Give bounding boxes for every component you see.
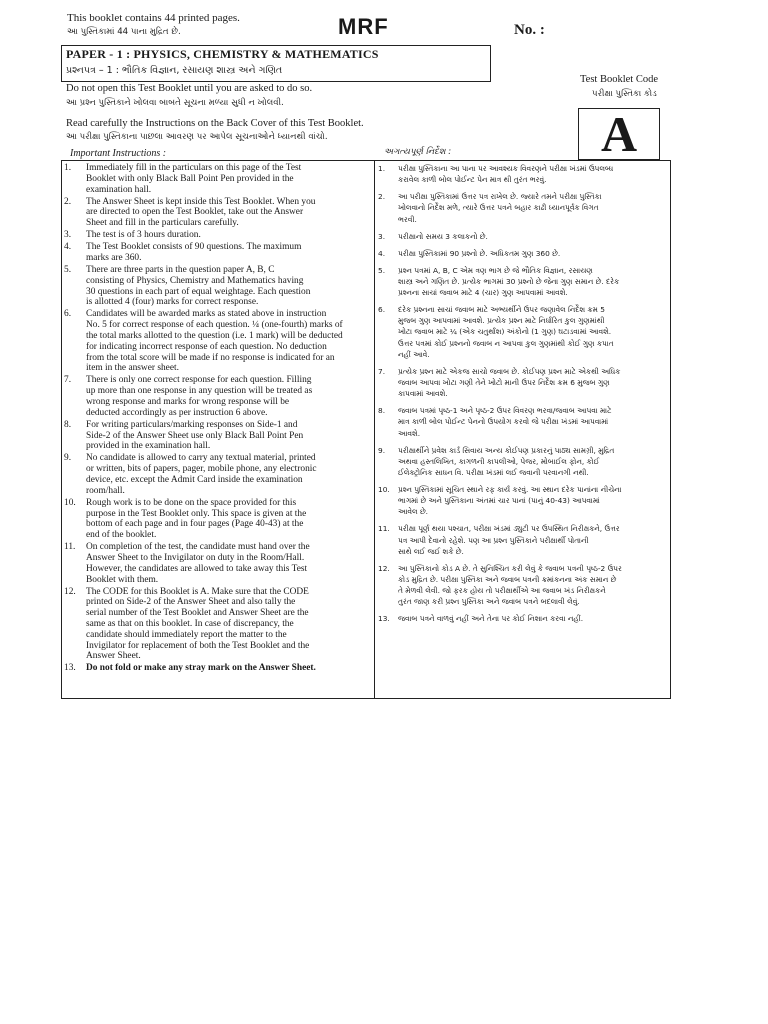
instruction-line: or written, bits of papers, pager, mobile phone, any electronic [86,464,317,475]
instruction-line: પરીક્ષાનો સમય 3 કલાકનો છે. [398,231,488,241]
instruction-number: 1. [378,164,386,173]
important-instructions-gu: અગત્યપૂર્ણ નિર્દેશ : [384,147,452,157]
instruction-line: serial number of the Test Booklet and Answer Sheet are the [86,608,309,619]
instruction-line: ખોલવાનો નિર્દેશ મળે, ત્યારે ઉત્તર પત્રને બહાર કાઢી ધ્યાનપૂર્વક વિગત [398,203,599,213]
instruction-number: 12. [64,586,76,597]
instruction-line: શાસ્ત્ર અને ગણિત છે. પ્રત્યેક ભાગમાં 30 પ્રશ્નો છે જેના ગુણ સમાન છે. દરેક [398,276,620,286]
instruction-line: the total marks allotted to the question (i.e. 1 mark) will be deducted [86,330,343,341]
paper-title-gu: પ્રશ્નપત્ર – 1 : ભૌતિક વિજ્ઞાન, રસાયણ શાસ્ત્ર અને ગણિત [66,65,283,76]
instruction-line: consisting of Physics, Chemistry and Mathematics having [86,275,304,286]
instruction-line: provided in the examination hall. [86,441,211,452]
instruction-line: The test is of 3 hours duration. [86,230,201,241]
instruction-number: 7. [64,375,72,386]
instruction-line: There is only one correct response for each question. Filling [86,375,312,386]
paper-title-box [61,45,491,82]
instruction-line: Booklet with them. [86,574,159,585]
instruction-line: Candidates will be awarded marks as stated above in instruction [86,309,327,320]
instruction-line: from the total score will be made if no response is indicated for an [86,352,335,363]
paper-title-en: PAPER - 1 : PHYSICS, CHEMISTRY & MATHEMATICS [66,47,379,61]
instruction-line: No. 5 for correct response of each question. ¼ (one-fourth) marks of [86,320,343,331]
instruction-number: 10. [64,497,76,508]
instruction-line: કોડ મુદ્રિત છે. પરીક્ષા પુસ્તિકા અને જવાબ પત્રની ક્રમાંકનના અંક સમાન છે [398,574,617,584]
instruction-number: 7. [378,366,386,376]
instruction-number: 1. [64,163,72,173]
instruction-number: 2. [378,192,386,202]
instruction-line: Immediately fill in the particulars on this page of the Test [86,163,302,173]
instruction-line: પ્રશ્ન પુસ્તિકામાં સૂચિત સ્થાને રફ કાર્ય કરવું. આ સ્થાન દરેક પાનાંના નીચેના [398,485,622,494]
instruction-line: Answer Sheet to the Invigilator on duty in the Room/Hall. [86,552,305,563]
instruction-line: નહીં આવે. [398,349,430,359]
instruction-line: પત્ર આપી દેવાનો રહેશે. પણ આ પ્રશ્ન પુસ્તિકાને પરીક્ષાર્થી પોતાની [398,535,589,545]
instruction-number: 12. [378,563,390,573]
instruction-line: For writing particulars/marking responses on Side-1 and [86,419,298,430]
instruction-line: wrong response and marks for wrong response will be [86,396,290,407]
instruction-line: કરાવેલ કાળી બોલ પોઈન્ટ પેન માત્ર થી તુરંત ભરવું. [398,175,547,185]
instruction-line: આવેલ છે. [398,507,429,517]
instruction-line: માત્ર કાળી બોલ પોઈન્ટ પેનનો ઉપયોગ કરવો જે પરીક્ષા ખંડમાં આપવામાં [398,417,609,427]
instruction-line: On completion of the test, the candidate must hand over the [86,542,310,553]
instruction-line: પરીક્ષા પુસ્તિકાના આ પાના પર આવશ્યક વિવરણને પરીક્ષા ખંડમાં ઉપલબ્ધ [398,164,614,173]
instruction-line: દરેક પ્રશ્નના સાચાં જવાબ માટે અભ્યર્થીને ઉપર જણાવેલ નિર્દેશ ક્રમ 5 [398,305,605,314]
instruction-number: 9. [378,445,386,455]
instruction-line: bottom of each page and in four pages (Page 40-43) at the [86,519,304,530]
instruction-line: Do not fold or make any stray mark on the Answer Sheet. [86,663,316,674]
instruction-number: 3. [64,230,72,241]
instruction-line: There are three parts in the question paper A, B, C [86,265,275,275]
instruction-line: are directed to open the Test Booklet, take out the Answer [86,207,304,218]
instruction-line: purpose in the Test Booklet only. This space is given at the [86,508,307,519]
instruction-line: ખોટા જવાબ માટે ¼ (એક ચતુર્થાંશ) અંકોનો (1 ગુણ) ઘટાડવામાં આવશે. [398,327,612,337]
instruction-number: 6. [378,305,386,314]
mrf-logo: MRF [338,14,389,39]
instruction-line: Invigilator for replacement of both the Test Booklet and the [86,640,310,651]
important-instructions-en: Important Instructions : [70,148,167,159]
instruction-line: Answer Sheet. [86,651,141,662]
booklet-code-label-en: Test Booklet Code [580,74,659,85]
instruction-number: 5. [378,265,386,275]
instruction-line: પરીક્ષા પુસ્તિકામાં 90 પ્રશ્નો છે. અધિકતમ ગુણ 360 છે. [398,248,561,258]
instruction-line: device, etc. except the Admit Card inside the examination [86,474,303,485]
booklet-code-box [578,108,660,160]
instruction-line: The Test Booklet consists of 90 questions. The maximum [86,242,302,253]
instruction-line: Sheet and fill in the particulars carefully. [86,218,239,229]
booklet-pages-en: This booklet contains 44 printed pages. [67,12,240,24]
instruction-line: Side-2 of the Answer Sheet use only Black Ball Point Pen [86,430,304,441]
booklet-code-letter: A [600,106,638,162]
instruction-number: 2. [64,196,72,207]
instruction-line: મુજબ ગુણ આપવામાં આવશે. પ્રત્યેક પ્રશ્ન માટે નિર્ધારિત કુલ ગુણમાંથી [398,316,605,326]
instruction-line: ઈલેક્ટ્રોનિક સાધન વિ. પરીક્ષા ખંડમાં લઈ જવાની પરવાનગી નથી. [398,467,589,477]
booklet-pages-gu: આ પુસ્તિકામાં 44 પાના મુદ્રિત છે. [67,27,181,37]
instruction-line: ઉત્તર પત્રમાં કોઈ પ્રશ્નનો જવાબ ન આપવા કુલ ગુણમાંથી કોઈ ગુણ કપાત [398,338,614,348]
instruction-number: 8. [378,406,386,416]
instruction-line: પ્રત્યેક પ્રશ્ન માટે એકજ સાચો જવાબ છે. કોઈપણ પ્રશ્ન માટે એકથી અધિક [398,366,621,376]
do-not-open-gu: આ પ્રશ્ન પુસ્તિકાને ખોલવા બાબતે સૂચના મળ્યા સુધી ન ખોલવી. [66,98,284,108]
instruction-line: room/hall. [86,485,125,496]
instruction-line: જવાબ આપવા ખોટા ગણી તેને ખોટો માની ઉપર નિર્દેશ ક્રમ 6 મુજબ ગુણ [398,377,610,387]
instruction-line: examination hall. [86,184,152,195]
instruction-line: તે મેળવી લેવી. જો ફરક હોય તો પરીક્ષાર્થીએ આ જવાબ ખંડ નિરીક્ષકને [398,586,606,596]
instruction-number: 9. [64,453,72,464]
instruction-line: for indicating incorrect response of each question. No deduction [86,341,327,352]
do-not-open-en: Do not open this Test Booklet until you are asked to do so. [66,83,313,94]
instruction-number: 13. [378,614,390,624]
instruction-line: જવાબ પત્રને વાળવું નહીં અને તેના પર કોઈ નિશાન કરવા નહીં. [398,614,584,624]
instruction-line: However, the candidates are allowed to take away this Test [86,563,308,574]
instruction-line: આવશે. [398,428,421,438]
booklet-code-label-gu: પરીક્ષા પુસ્તિકા કોડ [592,89,657,99]
instruction-line: ભરવી. [398,214,417,224]
instruction-number: 10. [378,485,390,494]
instruction-line: પરીક્ષાર્થીને પ્રવેશ કાર્ડ સિવાય અન્ય કોઈપણ પ્રકારનું પાઠ્ય સામગ્રી, મુદ્રિત [398,445,615,455]
instruction-line: કાપવામાં આવશે. [398,389,448,399]
instruction-line: પ્રશ્ન પત્રમાં A, B, C એમ ત્રણ ભાગ છે જે ભૌતિક વિજ્ઞાન, રસાયણ [398,265,593,275]
instruction-line: પરીક્ષા પૂર્ણ થયા પશ્ચાત, પરીક્ષા ખંડમાં ડ્યુટી પર ઉપસ્થિત નિરીક્ષકને, ઉત્તર [398,524,620,534]
instruction-number: 5. [64,265,72,275]
instruction-number: 4. [378,248,386,258]
instruction-line: અથવા હસ્તલિખિત, કાગળની કાપલીઓ, પેજર, મોબાઈલ ફોન, કોઈ [398,456,600,466]
instruction-line: The Answer Sheet is kept inside this Test Booklet. When you [86,196,316,207]
instruction-line: Rough work is to be done on the space provided for this [86,497,297,508]
instruction-line: તુરંત જાણ કરી પ્રશ્ન પુસ્તિકા અને જવાબ પત્રને બદલાવી લેવું. [398,597,580,607]
instruction-line: જવાબ પત્રમાં પૃષ્ઠ-1 અને પૃષ્ઠ-2 ઉપર વિવરણ ભરવા/જવાબ આપવા માટે [398,406,612,416]
instruction-number: 11. [378,524,390,534]
instruction-line: is allotted 4 (four) marks for correct response. [86,297,259,308]
instruction-line: No candidate is allowed to carry any textual material, printed [86,453,316,464]
serial-no-label: No. : [514,22,545,38]
instruction-line: deducted accordingly as per instruction 6 above. [86,407,268,418]
instruction-line: candidate should immediately report the matter to the [86,629,287,640]
instruction-line: આ પુસ્તિકાનો કોડ A છે. તે સુનિશ્ચિત કરી લેવું કે જવાબ પત્રની પૃષ્ઠ-2 ઉપર [398,563,622,573]
instruction-line: printed on Side-2 of the Answer Sheet and also tally the [86,597,296,608]
instruction-line: આ પરીક્ષા પુસ્તિકામાં ઉત્તર પત્ર રાખેલ છે. જ્યારે તમને પરીક્ષા પુસ્તિકા [398,192,602,202]
instruction-number: 3. [378,231,386,241]
instruction-line: marks are 360. [86,252,142,263]
instruction-line: up more than one response in any question will be treated as [86,386,313,397]
instruction-line: સાથે લઈ જઈ શકે છે. [398,546,464,556]
instruction-line: item in the answer sheet. [86,363,179,374]
instruction-line: same as that on this booklet. In case of discrepancy, the [86,618,294,629]
instruction-line: 30 questions in each part of equal weightage. Each question [86,286,311,297]
instruction-line: The CODE for this Booklet is A. Make sure that the CODE [86,586,309,597]
instruction-number: 8. [64,419,72,430]
instruction-line: પ્રશ્નના સાચાં જવાબ માટે 4 (ચાર) ગુણ આપવામાં આવશે. [398,287,568,297]
instruction-line: ભાગમાં છે અને પુસ્તિકાના અંતમાં ચાર પાનાં (પાનું 40-43) આપવામાં [398,496,600,506]
instruction-number: 6. [64,309,72,320]
instruction-number: 4. [64,242,72,253]
read-carefully-en: Read carefully the Instructions on the Back Cover of this Test Booklet. [66,118,364,129]
column-divider [374,160,375,698]
instruction-line: end of the booklet. [86,530,157,541]
read-carefully-gu: આ પરીક્ષા પુસ્તિકાના પાછલા આવરણ પર આપેલ સૂચનાઓને ધ્યાનથી વાંચો. [66,132,328,142]
instruction-number: 13. [64,663,76,674]
instruction-line: Booklet with only Black Ball Point Pen provided in the [86,173,294,184]
instruction-number: 11. [64,542,76,553]
